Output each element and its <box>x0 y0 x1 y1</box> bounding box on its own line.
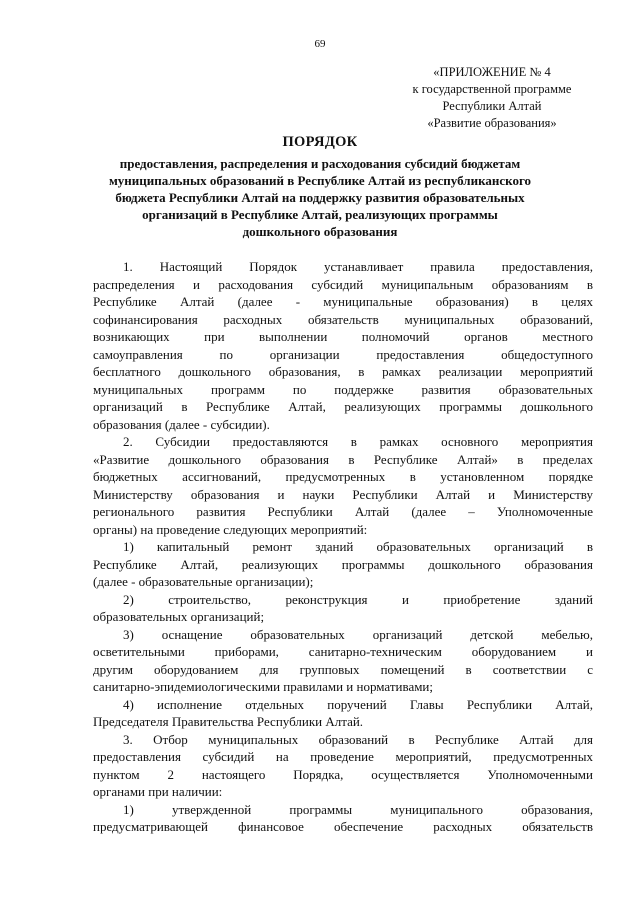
body-line: Председателя Правительства Республики Алтай. <box>93 714 364 729</box>
appendix-header <box>392 64 592 132</box>
body-line: Республике Алтай (далее - муниципальные образования) в целях <box>93 294 593 309</box>
body-line: образования (далее - субсидии). <box>93 416 270 432</box>
body-line: возникающих при выполнении полномочий органов местного <box>93 329 593 344</box>
body-line: образовательных организаций; <box>93 609 265 624</box>
appendix-line: «ПРИЛОЖЕНИЕ № 4 <box>433 65 551 79</box>
body-line: бюджетных ассигнований, предусмотренных в установленном порядке <box>93 469 593 484</box>
body-line: бесплатного дошкольного образования, в рамках реализации мероприятий <box>93 364 593 379</box>
body-line: осветительными приборами, санитарно-техническим оборудованием и <box>93 644 593 659</box>
body-line: органы) на проведение следующих мероприятий: <box>93 521 368 537</box>
subtitle-line: муниципальных образований в Республике Алтай из республиканского <box>108 173 532 188</box>
body-line: распределения и расходования субсидий муниципальным образованиям в <box>93 276 593 292</box>
body-line: пунктом 2 настоящего Порядка, осуществляется Уполномоченными <box>93 766 593 782</box>
document-subtitle <box>60 155 580 240</box>
appendix-line: к государственной программе <box>412 82 572 96</box>
body-line: предусматривающей финансовое обеспечение расходных обязательств <box>93 819 593 834</box>
body-line: 1) капитальный ремонт зданий образовательных организаций в <box>123 539 593 554</box>
subtitle-line: организаций в Республике Алтай, реализующих программы <box>142 207 498 222</box>
page-number: 69 <box>314 38 326 50</box>
body-line: 2) строительство, реконструкция и приобретение зданий <box>123 591 593 607</box>
body-line: санитарно-эпидемиологическими правилами и нормативами; <box>93 679 434 694</box>
body-line: предоставления субсидий на проведение мероприятий, предусмотренных <box>93 749 593 764</box>
body-line: организаций в Республике Алтай, реализующих программы дошкольного <box>93 399 593 414</box>
subtitle-line: дошкольного образования <box>242 224 398 239</box>
subtitle-line: предоставления, распределения и расходования субсидий бюджетам <box>119 156 521 171</box>
body-line: Министерству образования и науки Республики Алтай и Министерству <box>93 486 593 502</box>
document-body <box>93 258 593 836</box>
body-line: муниципальных программ по поддержке развития образовательных <box>93 381 593 397</box>
body-line: (далее - образовательные организации); <box>93 574 314 589</box>
body-line: Республике Алтай, реализующих программы дошкольного образования <box>93 556 593 572</box>
body-line: 4) исполнение отдельных поручений Главы Республики Алтай, <box>123 696 593 712</box>
document-title: ПОРЯДОК <box>282 134 358 150</box>
body-line: «Развитие дошкольного образования в Республике Алтай» в пределах <box>93 451 593 467</box>
appendix-line: «Развитие образования» <box>427 116 557 130</box>
body-line: 1) утвержденной программы муниципального образования, <box>123 801 593 817</box>
body-line: органами при наличии: <box>93 784 223 799</box>
body-line: регионального развития Республики Алтай (далее – Уполномоченные <box>93 504 593 519</box>
subtitle-line: бюджета Республики Алтай на поддержку развития образовательных <box>115 190 525 205</box>
body-line: 3) оснащение образовательных организаций детской мебелью, <box>123 626 593 642</box>
body-line: самоуправления по организации предоставления общедоступного <box>93 346 593 362</box>
body-line: 1. Настоящий Порядок устанавливает правила предоставления, <box>123 259 593 274</box>
body-line: 2. Субсидии предоставляются в рамках основного мероприятия <box>123 434 593 449</box>
appendix-line: Республики Алтай <box>442 99 542 113</box>
body-line: 3. Отбор муниципальных образований в Республике Алтай для <box>123 731 593 747</box>
body-line: софинансирования расходных обязательств муниципальных образований, <box>93 311 593 327</box>
body-line: другим оборудованием для групповых помещений в соответствии с <box>93 661 593 677</box>
